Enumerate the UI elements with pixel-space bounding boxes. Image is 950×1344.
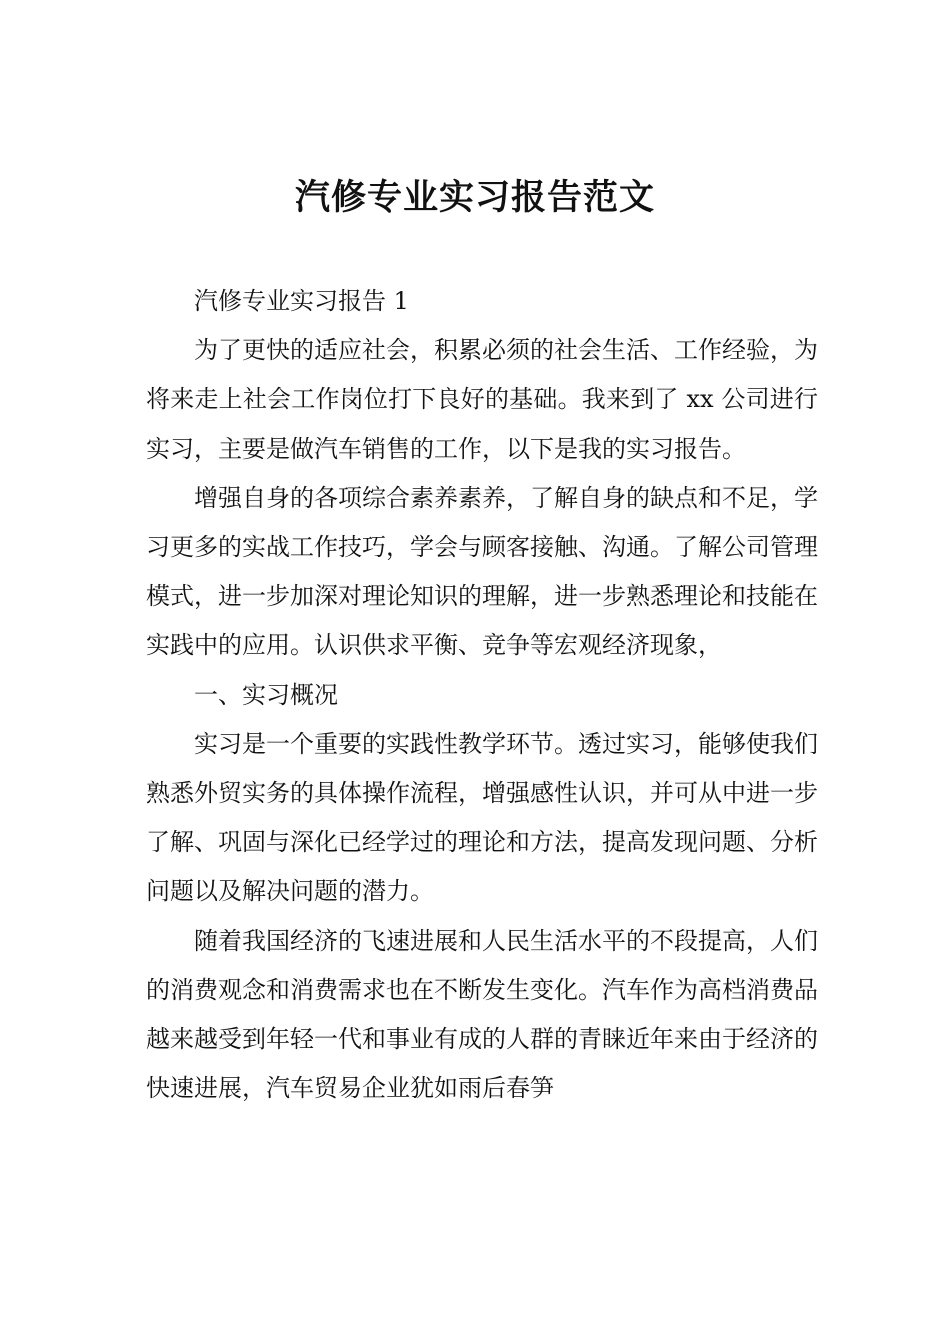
paragraph-goals: 增强自身的各项综合素养素养，了解自身的缺点和不足，学习更多的实战工作技巧，学会与顾客接触、沟通。了解公司管理模式，进一步加深对理论知识的理解，进一步熟悉理论和技能在实践中的应用。认识供求平衡、竞争等宏观经济现象， <box>146 483 818 660</box>
paragraph-economy: 随着我国经济的飞速进展和人民生活水平的不段提高，人们的消费观念和消费需求也在不断发生变化。汽车作为高档消费品越来越受到年轻一代和事业有成的人群的青睐近年来由于经济的快速进展，汽车贸易企业犹如雨后春笋 <box>146 926 818 1103</box>
document-body <box>146 277 818 1113</box>
paragraph-intro: 为了更快的适应社会，积累必须的社会生活、工作经验，为将来走上社会工作岗位打下良好的基础。我来到了 xx 公司进行实习，主要是做汽车销售的工作，以下是我的实习报告。 <box>146 336 818 463</box>
section-heading-report-1: 汽修专业实习报告 1 <box>194 287 409 315</box>
document-title: 汽修专业实习报告范文 <box>294 177 655 218</box>
section-heading-overview: 一、实习概况 <box>194 680 338 709</box>
paragraph-overview: 实习是一个重要的实践性教学环节。透过实习，能够使我们熟悉外贸实务的具体操作流程，增强感性认识，并可从中进一步了解、巩固与深化已经学过的理论和方法，提高发现问题、分析问题以及解决问题的潜力。 <box>146 729 818 906</box>
